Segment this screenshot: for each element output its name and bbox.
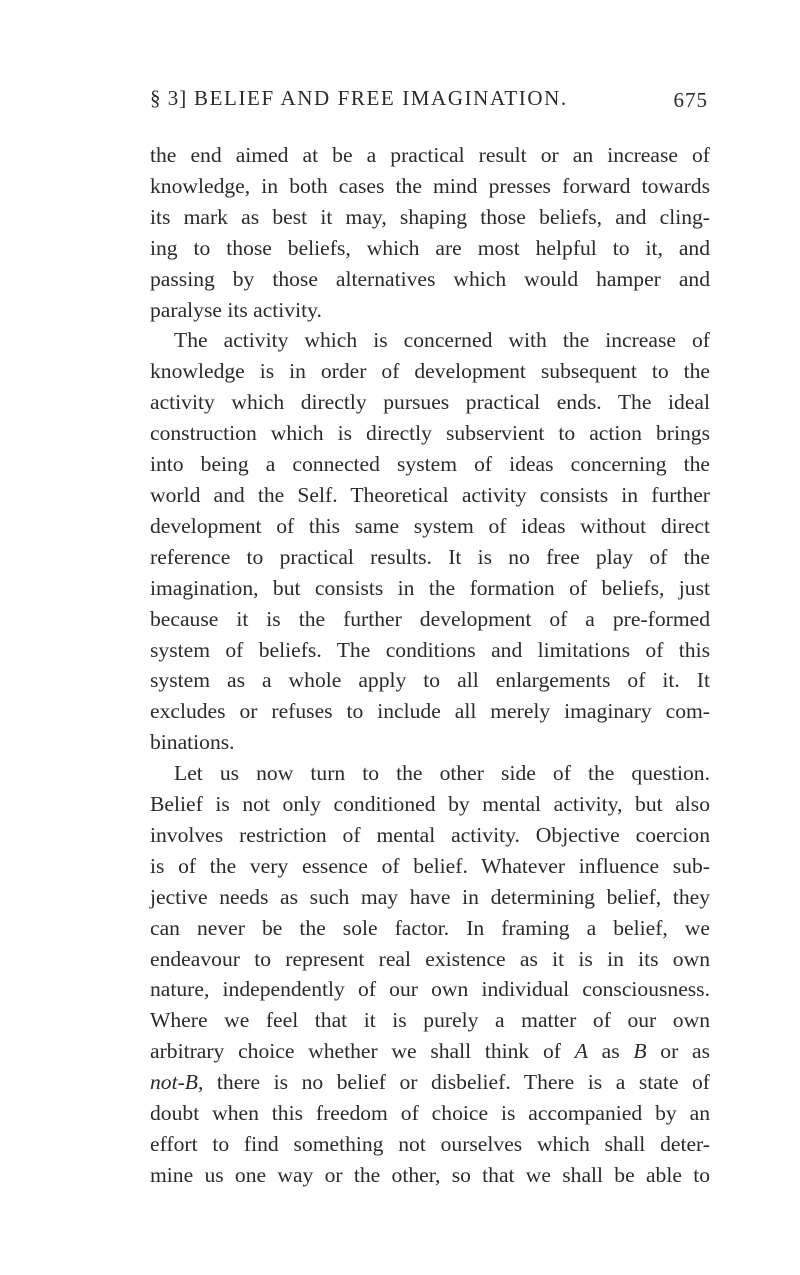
paragraph-3 (150, 758, 710, 1191)
text-line (150, 1067, 710, 1098)
paragraph-1 (150, 140, 710, 325)
text-line: Let us now turn to the other side of the question. (174, 761, 710, 786)
text-line: passing by those alternatives which would hamper and (150, 266, 710, 291)
text-line: system as a whole apply to all enlargements of it. It (150, 668, 710, 693)
text-line: reference to practical results. It is no free play of the (150, 544, 710, 569)
text-line: world and the Self. Theoretical activity consists in further (150, 482, 710, 507)
text-line: paralyse its activity. (150, 297, 322, 322)
text-line: is of the very essence of belief. Whatever influence sub- (150, 853, 710, 878)
text-line: Belief is not only conditioned by mental activity, but also (150, 792, 710, 817)
italic-term-b: B (633, 1039, 647, 1064)
text-line: construction which is directly subservient to action brings (150, 421, 710, 446)
italic-term-not-b: not-B (150, 1070, 198, 1095)
text-line: its mark as best it may, shaping those beliefs, and cling- (150, 204, 710, 229)
text-line: excludes or refuses to include all merely imaginary com- (150, 699, 710, 724)
text-line: mine us one way or the other, so that we shall be able to (150, 1162, 710, 1187)
text-line: imagination, but consists in the formation of beliefs, just (150, 575, 710, 600)
text-line: nature, independently of our own individual consciousness. (150, 977, 710, 1002)
text-run: , there is no belief or disbelief. There is a state of (197, 1070, 710, 1095)
text-line: doubt when this freedom of choice is accompanied by an (150, 1101, 710, 1126)
text-line: involves restriction of mental activity. Objective coercion (150, 822, 710, 847)
text-line: knowledge, in both cases the mind presses forward towards (150, 173, 710, 198)
text-line: activity which directly pursues practical ends. The ideal (150, 390, 710, 415)
text-line: jective needs as such may have in determining belief, they (150, 884, 710, 909)
text-line: into being a connected system of ideas concerning the (150, 452, 710, 477)
text-line: development of this same system of ideas without direct (150, 513, 710, 538)
italic-term-a: A (574, 1039, 588, 1064)
text-line: can never be the sole factor. In framing a belief, we (150, 915, 710, 940)
text-line: the end aimed at be a practical result or an increase of (150, 143, 710, 167)
running-title: BELIEF AND FREE IMAGINATION. (194, 86, 568, 110)
text-run: arbitrary choice whether we shall think of (150, 1039, 575, 1064)
text-line: system of beliefs. The conditions and limitations of this (150, 637, 710, 662)
text-line: The activity which is concerned with the increase of (174, 328, 710, 353)
text-line: knowledge is in order of development subsequent to the (150, 359, 710, 384)
text-line: endeavour to represent real existence as it is in its own (150, 946, 710, 971)
paragraph-2 (150, 325, 710, 758)
body-text (150, 140, 710, 1191)
section-reference: § 3] (150, 86, 188, 110)
page-number: 675 (673, 88, 708, 112)
text-line: ing to those beliefs, which are most helpful to it, and (150, 235, 710, 260)
text-line: Where we feel that it is purely a matter of our own (150, 1008, 710, 1033)
text-line (150, 1036, 710, 1067)
text-run: or as (646, 1039, 710, 1064)
text-line: effort to find something not ourselves which shall deter- (150, 1132, 710, 1156)
text-run: as (587, 1039, 634, 1064)
running-head (150, 86, 710, 126)
text-line: binations. (150, 730, 235, 755)
text-line: because it is the further development of a pre-formed (150, 606, 710, 631)
